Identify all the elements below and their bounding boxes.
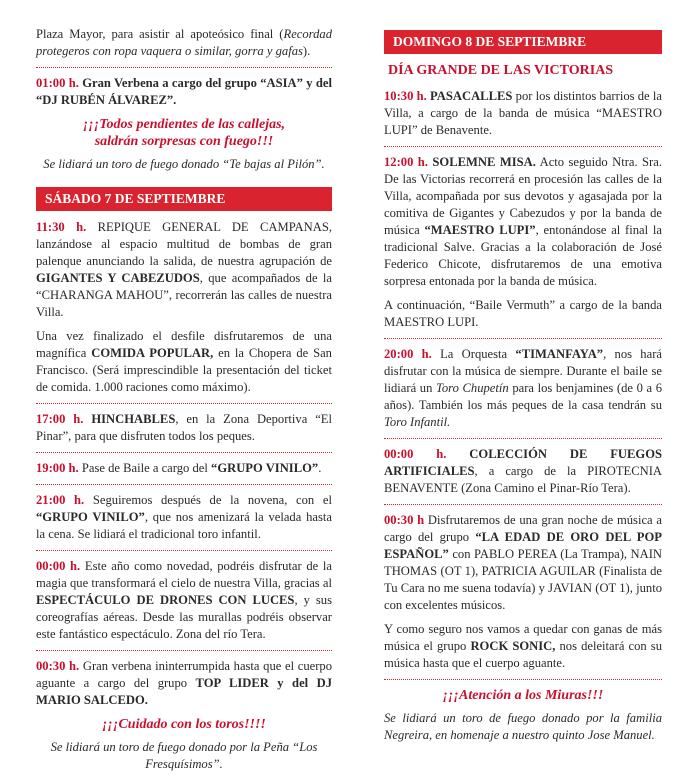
exclaim-miuras: ¡¡¡Atención a los Miuras!!!	[442, 688, 604, 703]
note-toro-fresquisimos: Se lidiará un toro de fuego donado por la Peña “Los Fresquísimos”.	[50, 740, 318, 771]
event-grupo-vinilo: 21:00 h. Seguiremos después de la novena, con el “GRUPO VINILO”, que nos amenizará la velada hasta la cena. Se lidiará el tradicional toro infantil.	[36, 493, 332, 541]
event-pase-baile: 19:00 h. Pase de Baile a cargo del “GRUPO VINILO”.	[36, 461, 322, 475]
event-solemne-misa: 12:00 h. SOLEMNE MISA. Acto seguido Ntra. Sra. De las Victorias recorrerá en procesión las calles de la Villa, acompañada por sus devotos y agasajada por la comitiva de Gigantes y Cabezudos y por la banda de música “MAESTRO LUPI”, entonándose al final la tradicional Salve. Gracias a la colaboración de José Federico Chicote, disfrutaremos de una emotiva sorpresa entonada por la banda de música.	[384, 155, 662, 288]
right-column	[384, 0, 662, 750]
separator	[36, 67, 332, 68]
event-drones: 00:00 h. Este año como novedad, podréis disfrutar de la magia que transformará el cielo de nuestra Villa, gracias al ESPECTÁCULO DE DRONES CON LUCES, y sus coreografías aéreas. Desde las murallas podréis observar este fantástico espectáculo. Zona del río Tera.	[36, 559, 333, 641]
separator	[36, 650, 332, 651]
note-toro-negreira: Se lidiará un toro de fuego donado por la familia Negreira, en homenaje a nuestro quinto Jose Manuel.	[384, 711, 662, 742]
separator	[36, 452, 332, 453]
separator	[36, 550, 332, 551]
separator	[384, 438, 662, 439]
event-timanfaya: 20:00 h. La Orquesta “TIMANFAYA”, nos hará disfrutar con la música de siempre. Durante el baile se lidiará un Toro Chupetín para los benjamines (de 0 a 6 años). También los más peques de la casa tendrán su Toro Infantil.	[384, 347, 662, 429]
event-pasacalles: 10:30 h. PASACALLES por los distintos barrios de la Villa, a cargo de la banda de música “MAESTRO LUPI” de Benavente.	[384, 89, 662, 137]
saturday-banner: SÁBADO 7 DE SEPTIEMBRE	[36, 187, 332, 211]
exclaim-callejas: ¡¡¡Todos pendientes de las callejas, saldrán sorpresas con fuego!!!	[82, 117, 286, 149]
separator	[384, 679, 662, 680]
separator	[384, 146, 662, 147]
exclaim-toros: ¡¡¡Cuidado con los toros!!!!	[102, 717, 266, 732]
event-hinchables: 17:00 h. HINCHABLES, en la Zona Deportiva “El Pinar”, para que disfruten todos los peques.	[36, 412, 332, 443]
note-toro-pilon: Se lidiará un toro de fuego donado “Te bajas al Pilón”.	[43, 157, 325, 171]
separator	[384, 338, 662, 339]
separator	[36, 403, 332, 404]
separator	[384, 504, 662, 505]
event-rock-sonic: Y como seguro nos vamos a quedar con ganas de más música el grupo ROCK SONIC, nos deleitará con su música hasta que el cuerpo aguante.	[384, 622, 662, 670]
event-campanas: 11:30 h. REPIQUE GENERAL DE CAMPANAS, lanzándose al espacio multitud de bombas de gran palenque anunciando la salida, de nuestra agrupación de GIGANTES Y CABEZUDOS, que acompañados de la “CHARANGA MAHOU”, recorrerán las calles de nuestra Villa.	[36, 220, 332, 319]
event-edad-de-oro: 00:30 h Disfrutaremos de una gran noche de música a cargo del grupo “LA EDAD DE ORO DEL POP ESPAÑOL” con PABLO PEREA (La Trampa), NAIN THOMAS (OT 1), PATRICIA AGUILAR (Finalista de Tu Cara no me suena todavía) y JAVIAN (OT 1), junto con excelentes músicos.	[384, 513, 663, 612]
subtitle-dia-grande: DÍA GRANDE DE LAS VICTORIAS	[388, 63, 614, 78]
event-verbena: 01:00 h. Gran Verbena a cargo del grupo “ASIA” y del “DJ RUBÉN ÁLVAREZ”.	[36, 76, 332, 107]
event-gran-verbena: 00:30 h. Gran verbena ininterrumpida hasta que el cuerpo aguante a cargo del grupo TOP LIDER y del DJ MARIO SALCEDO.	[36, 659, 333, 707]
event-baile-vermuth: A continuación, “Baile Vermuth” a cargo de la banda MAESTRO LUPI.	[384, 298, 662, 329]
sunday-banner: DOMINGO 8 DE SEPTIEMBRE	[384, 30, 662, 54]
left-column	[36, 0, 332, 779]
intro-paragraph: Plaza Mayor, para asistir al apoteósico final (Recordad protegeros con ropa vaquera o similar, gorra y gafas).	[36, 27, 332, 58]
event-fuegos-artificiales: 00:00 h. COLECCIÓN DE FUEGOS ARTIFICIALES, a cargo de la PIROTECNIA BENAVENTE (Zona Camino el Pinar-Río Tera).	[384, 447, 662, 495]
separator	[36, 484, 332, 485]
event-comida-popular: Una vez finalizado el desfile disfrutaremos de una magnífica COMIDA POPULAR, en la Chopera de San Francisco. (Será imprescindible la presentación del ticket de comida. 1.000 raciones como máximo).	[36, 329, 332, 394]
